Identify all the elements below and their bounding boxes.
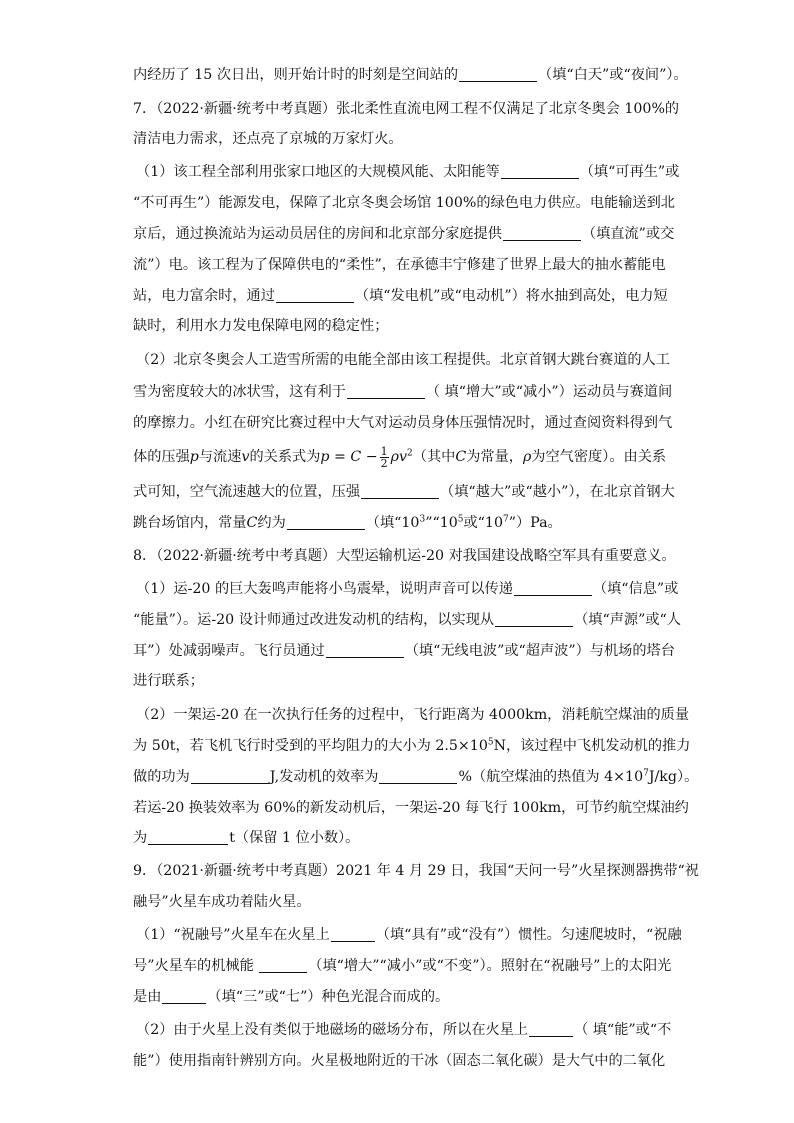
- text-line: 做的功为 J,发动机的效率为 %（航空煤油的热值为 $4\times 10^7J/kg$）。: [133, 768, 699, 785]
- text-line: 式可知，空气流速越大的位置，压强 （填“越大”或“越小”），在北京首钢大: [133, 484, 675, 500]
- answer-blank[interactable]: [495, 611, 573, 627]
- text-line: “不可再生”）能源发电，保障了北京冬奥会场馆 100%的绿色电力供应。电能输送到北: [133, 195, 675, 211]
- answer-blank[interactable]: [501, 163, 579, 179]
- text-line: 为 50t，若飞机飞行时受到的平均阻力的大小为 $2.5\times 10^5N$，该过程中飞机发动机的推力: [133, 737, 691, 754]
- answer-blank[interactable]: [276, 287, 354, 303]
- text-line: 跳台场馆内，常量C约为 （填“$10^3”“10^5$或“$10^7”)Pa$。: [133, 514, 562, 531]
- text-line: （1）运-20 的巨大轰鸣声能将小鸟震晕，说明声音可以传递 （填“信息”或: [136, 581, 679, 597]
- answer-blank[interactable]: [529, 1021, 573, 1037]
- text-line: （1）“祝融号”火星车在火星上 （填“具有”或“没有”）惯性。匀速爬坡时，“祝融: [136, 927, 682, 943]
- question-8-heading: 8．（2022·新疆·统考中考真题）大型运输机运-20 对我国建设战略空军具有重要意义。: [133, 548, 676, 564]
- answer-blank[interactable]: [347, 383, 425, 399]
- text-line: （1）该工程全部利用张家口地区的大规模风能、太阳能等 （填“可再生”或: [136, 164, 680, 180]
- text-line: 站，电力富余时，通过 （填“发电机”或“电动机”）将水抽到高处，电力短: [133, 288, 668, 304]
- question-7-heading: 7．（2022·新疆·统考中考真题）张北柔性直流电网工程不仅满足了北京冬奥会 100%的: [133, 101, 680, 117]
- text-line: 融号”火星车成功着陆火星。: [133, 894, 311, 910]
- question-9-heading: 9．（2021·新疆·统考中考真题）2021 年 4 月 29 日，我国“天问一号”火星探测器携带“祝: [133, 863, 699, 879]
- text-line: 为 t（保留 1 位小数）。: [133, 830, 360, 846]
- answer-blank[interactable]: [259, 957, 307, 973]
- text-line: 耳”）处减弱噪声。飞行员通过 （填“无线电波”或“超声波”）与机场的塔台: [133, 643, 675, 659]
- answer-blank[interactable]: [191, 768, 269, 784]
- text-line: （2）北京冬奥会人工造雪所需的电能全部由该工程提供。北京首钢大跳台赛道的人工: [136, 352, 670, 368]
- formula-line: 体的压强p与流速v的关系式为p = C − $\frac{1}{2}$ $\rho v^2$（其中C为常量，ρ为空气密度）。由关系: [133, 444, 667, 470]
- answer-blank[interactable]: [287, 514, 365, 530]
- text-line: 缺时，利用水力发电保障电网的稳定性；: [133, 318, 389, 334]
- answer-blank[interactable]: [326, 642, 404, 658]
- text-line: 雪为密度较大的冰状雪，这有利于 （ 填“增大”或“减小”）运动员与赛道间: [133, 384, 673, 400]
- answer-blank[interactable]: [379, 768, 457, 784]
- text-line: 京后，通过换流站为运动员居住的房间和北京部分家庭提供 （填直流”或交: [133, 226, 675, 242]
- answer-blank[interactable]: [331, 926, 375, 942]
- text-line: 能”）使用指南针辨别方向。火星极地附近的干冰（固态二氧化碳）是大气中的二氧化: [133, 1053, 666, 1069]
- answer-blank[interactable]: [503, 225, 581, 241]
- answer-blank[interactable]: [514, 580, 592, 596]
- text-line: 的摩擦力。小红在研究比赛过程中大气对运动员身体压强情况时，通过查阅资料得到气: [133, 415, 673, 431]
- text-line: “能量”）。运-20 设计师通过改进发动机的结构，以实现从 （填“声源”或“人: [133, 612, 681, 628]
- fraction: $\frac{1}{2}$: [380, 444, 388, 470]
- text-line: 内经历了 15 次日出，则开始计时的时刻是空间站的 （填“白天”或“夜间”）。: [133, 67, 688, 83]
- text-line: （2）由于火星上没有类似于地磁场的磁场分布，所以在火星上 （ 填“能”或“不: [136, 1022, 672, 1038]
- answer-blank[interactable]: [148, 829, 228, 845]
- text-line: 若运-20 换装效率为 60%的新发动机后，一架运-20 每飞行 100km，可节约航空煤油约: [133, 800, 689, 816]
- answer-blank[interactable]: [162, 988, 206, 1004]
- text-line: 清洁电力需求，还点亮了京城的万家灯火。: [133, 131, 403, 147]
- text-line: （2）一架运-20 在一次执行任务的过程中，飞行距离为 4000km，消耗航空煤油的质量: [136, 707, 690, 723]
- pressure-formula: p = C − $\frac{1}{2}$ $\rho v^2$: [320, 444, 413, 470]
- answer-blank[interactable]: [459, 66, 537, 82]
- text-line: 号”火星车的机械能 （填“增大”“减小”或“不变”）。照射在“祝融号”上的太阳光: [133, 958, 672, 974]
- answer-blank[interactable]: [361, 483, 439, 499]
- text-line: 流”）电。该工程为了保障供电的“柔性”，在承德丰宁修建了世界上最大的抽水蓄能电: [133, 257, 666, 273]
- text-line: 是由 （填“三”或“七”）种色光混合而成的。: [133, 989, 450, 1005]
- text-line: 进行联系；: [133, 673, 204, 689]
